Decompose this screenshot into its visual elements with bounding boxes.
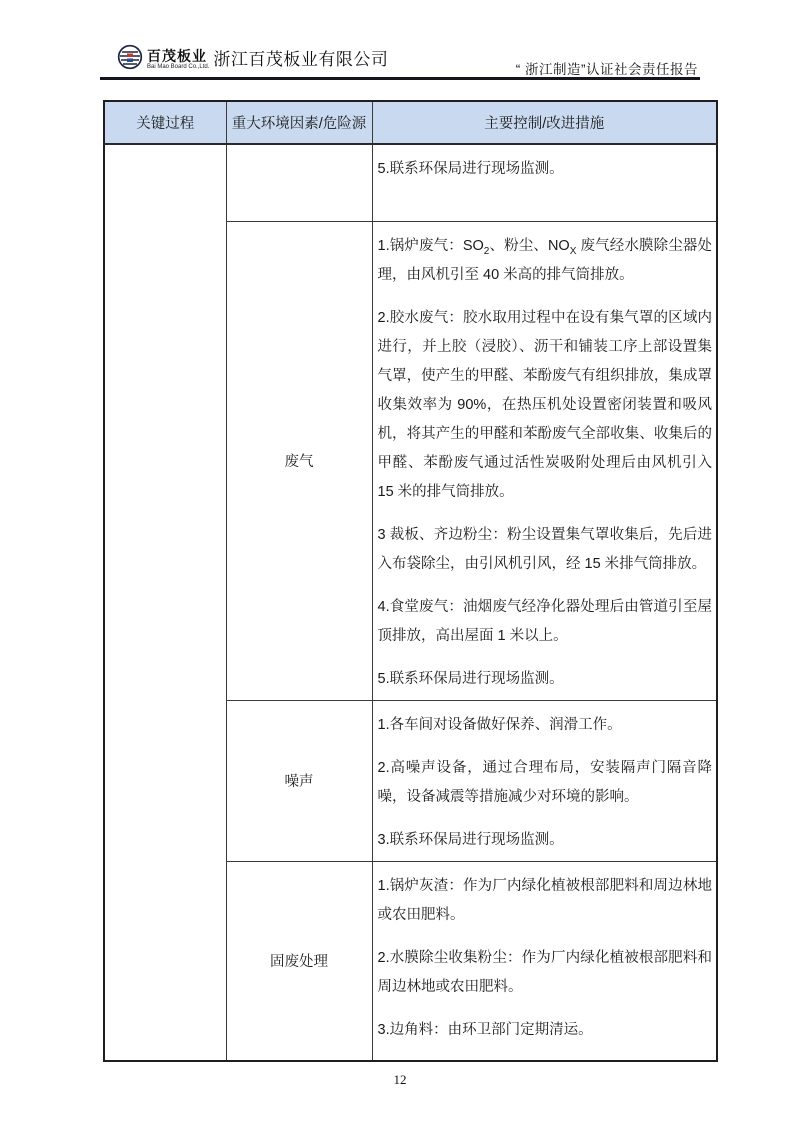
header-env-factor: 重大环境因素/危险源 bbox=[226, 101, 372, 144]
header-key-process: 关键过程 bbox=[104, 101, 226, 144]
measures-cell bbox=[372, 221, 717, 700]
measure-text: 废气经水膜除尘器处理，由风机引至 40 米高的排气筒排放。 bbox=[377, 237, 712, 283]
measure-paragraph: 1.锅炉灰渣：作为厂内绿化植被根部肥料和周边林地或农田肥料。 bbox=[377, 877, 712, 923]
measure-paragraph: 4.食堂废气：油烟废气经净化器处理后由管道引至屋顶排放，高出屋面 1 米以上。 bbox=[377, 598, 712, 644]
measure-paragraph: 2.胶水废气：胶水取用过程中在设有集气罩的区域内进行，并上胶（浸胶）、沥干和铺装工序上部设置集气罩，使产生的甲醛、苯酚废气有组织排放，集成罩收集效率为 90%，在热压机处设置密闭装置和吸风机，将其产生的甲醛和苯酚废气全部收集、收集后的甲醛、苯酚废气通过活性炭吸附处理后由风机引入 15 米的排气筒排放。 bbox=[377, 309, 712, 500]
measure-paragraph: 3.边角料：由环卫部门定期清运。 bbox=[377, 1021, 593, 1038]
measures-cell bbox=[372, 144, 717, 221]
factor-cell-noise: 噪声 bbox=[226, 700, 372, 861]
header-brand bbox=[117, 44, 388, 70]
table-header-row bbox=[104, 101, 717, 144]
report-title: “ 浙江制造”认证社会责任报告 bbox=[515, 62, 698, 77]
factor-cell bbox=[226, 144, 372, 221]
measure-paragraph: 3 裁板、齐边粉尘：粉尘设置集气罩收集后，先后进入布袋除尘，由引风机引风，经 15 米排气筒排放。 bbox=[377, 526, 712, 572]
page-number: 12 bbox=[393, 1072, 407, 1087]
measure-paragraph bbox=[378, 232, 713, 290]
subscript: 2 bbox=[483, 245, 490, 257]
measure-paragraph: 3.联系环保局进行现场监测。 bbox=[377, 831, 564, 848]
environment-measures-table bbox=[103, 100, 718, 1062]
measure-text: 、粉尘、NO bbox=[489, 237, 570, 254]
measure-text: 1.锅炉废气：SO bbox=[377, 237, 484, 254]
company-logo-icon bbox=[117, 44, 143, 70]
subscript: X bbox=[569, 245, 577, 257]
measure-paragraph: 5.联系环保局进行现场监测。 bbox=[377, 161, 564, 177]
measures-cell bbox=[372, 700, 717, 861]
measures-cell bbox=[372, 861, 717, 1061]
brand-name-cn: 百茂板业 bbox=[147, 48, 207, 64]
key-process-cell bbox=[104, 144, 226, 1061]
brand-name-en: Bai Mao Board Co.,Ltd. bbox=[147, 64, 210, 70]
measure-paragraph: 2.水膜除尘收集粉尘：作为厂内绿化植被根部肥料和周边林地或农田肥料。 bbox=[377, 949, 712, 995]
company-name: 浙江百茂板业有限公司 bbox=[213, 50, 389, 69]
table-row bbox=[104, 144, 717, 221]
measure-paragraph: 1.各车间对设备做好保养、润滑工作。 bbox=[377, 716, 622, 733]
measure-paragraph: 5.联系环保局进行现场监测。 bbox=[377, 670, 564, 687]
factor-cell-waste-gas: 废气 bbox=[226, 221, 372, 700]
brand-text bbox=[147, 49, 209, 70]
factor-cell-solid-waste: 固废处理 bbox=[226, 861, 372, 1061]
header-control-measures: 主要控制/改进措施 bbox=[372, 101, 717, 144]
header-rule bbox=[100, 77, 700, 80]
measure-paragraph: 2.高噪声设备，通过合理布局，安装隔声门隔音降噪，设备减震等措施减少对环境的影响。 bbox=[377, 759, 712, 805]
